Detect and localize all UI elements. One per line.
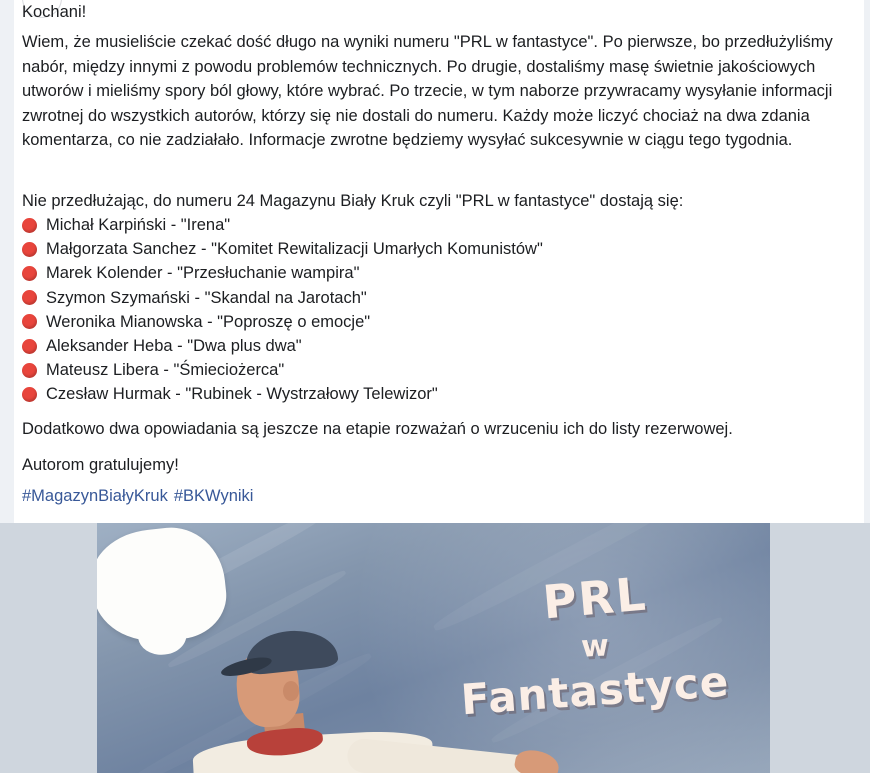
artwork-title-line1: PRL (540, 566, 650, 630)
red-circle-icon (22, 314, 37, 329)
image-side-right (770, 523, 870, 773)
list-item-label: Czesław Hurmak - "Rubinek - Wystrzałowy Telewizor" (46, 385, 438, 404)
list-item-label: Weronika Mianowska - "Poproszę o emocje" (46, 312, 371, 331)
red-circle-icon (22, 242, 37, 257)
list-item-label: Michał Karpiński - "Irena" (46, 216, 231, 234)
list-item-label: Szymon Szymański - "Skandal na Jarotach" (46, 288, 367, 307)
image-side-left (0, 523, 97, 773)
list-item (22, 310, 862, 334)
red-circle-icon (22, 363, 37, 378)
post-paragraph-congrats: Autorom gratulujemy! (22, 456, 179, 474)
image-artwork (97, 523, 770, 773)
red-circle-icon (22, 218, 37, 233)
post-paragraph-extra: Dodatkowo dwa opowiadania są jeszcze na etapie rozważań o wrzuceniu ich do listy rezerwowej. (22, 420, 733, 438)
page-gutter-left (0, 0, 14, 523)
list-item-label: Aleksander Heba - "Dwa plus dwa" (46, 336, 302, 355)
figure-ear (283, 681, 299, 701)
figure-cap (243, 626, 339, 675)
red-circle-icon (22, 387, 37, 402)
red-circle-icon (22, 290, 37, 305)
post-paragraph-main: Wiem, że musieliście czekać dość długo na wyniki numeru "PRL w fantastyce". Po pierwsze, bo przedłużyliśmy nabór, między innymi z powodu problemów technicznych. Po drugie, dostaliśmy masę świetnie jakościowych utworów i mieliśmy spory ból głowy, które wybrać. Po trzecie, w tym naborze przywracamy wysyłanie informacji zwrotnej do wszystkich autorów, którzy się nie dostali do numeru. Każdy może liczyć chociaż na dwa zdania komentarza, co nie zadziałało. Informacje zwrotne będziemy wysyłać sukcesywnie w ciągu tego tygodnia. (22, 33, 833, 149)
red-circle-icon (22, 339, 37, 354)
page-gutter-right (864, 0, 870, 523)
list-item-label: Mateusz Libera - "Śmieciożerca" (46, 361, 285, 380)
list-item (22, 286, 862, 310)
post-greeting: Kochani! (22, 3, 87, 21)
post-paragraph-intro: Nie przedłużając, do numeru 24 Magazynu Biały Kruk czyli "PRL w fantastyce" dostają się: (22, 192, 684, 210)
list-item (22, 261, 862, 285)
artwork-title-line2: w (580, 628, 610, 665)
hashtag-link-wyniki[interactable]: #BKWyniki (173, 487, 254, 505)
red-circle-icon (22, 266, 37, 281)
figure-hand (513, 747, 561, 773)
list-item-label: Marek Kolender - "Przesłuchanie wampira" (46, 264, 360, 283)
artwork-title-line3: Fantastyce (459, 656, 731, 725)
list-item (22, 334, 862, 358)
list-item-label: Małgorzata Sanchez - "Komitet Rewitalizacji Umarłych Komunistów" (46, 240, 543, 259)
list-item (22, 382, 862, 406)
artwork-title (430, 566, 760, 725)
figure-arm (346, 737, 539, 773)
accepted-authors-list (22, 213, 862, 407)
white-flag-shape (97, 523, 230, 648)
post-image[interactable] (0, 523, 870, 773)
list-item (22, 358, 862, 382)
post-hashtags (22, 484, 259, 508)
list-item (22, 213, 862, 237)
list-item (22, 237, 862, 261)
hashtag-link-magazyn[interactable]: #MagazynBiałyKruk (22, 487, 168, 505)
